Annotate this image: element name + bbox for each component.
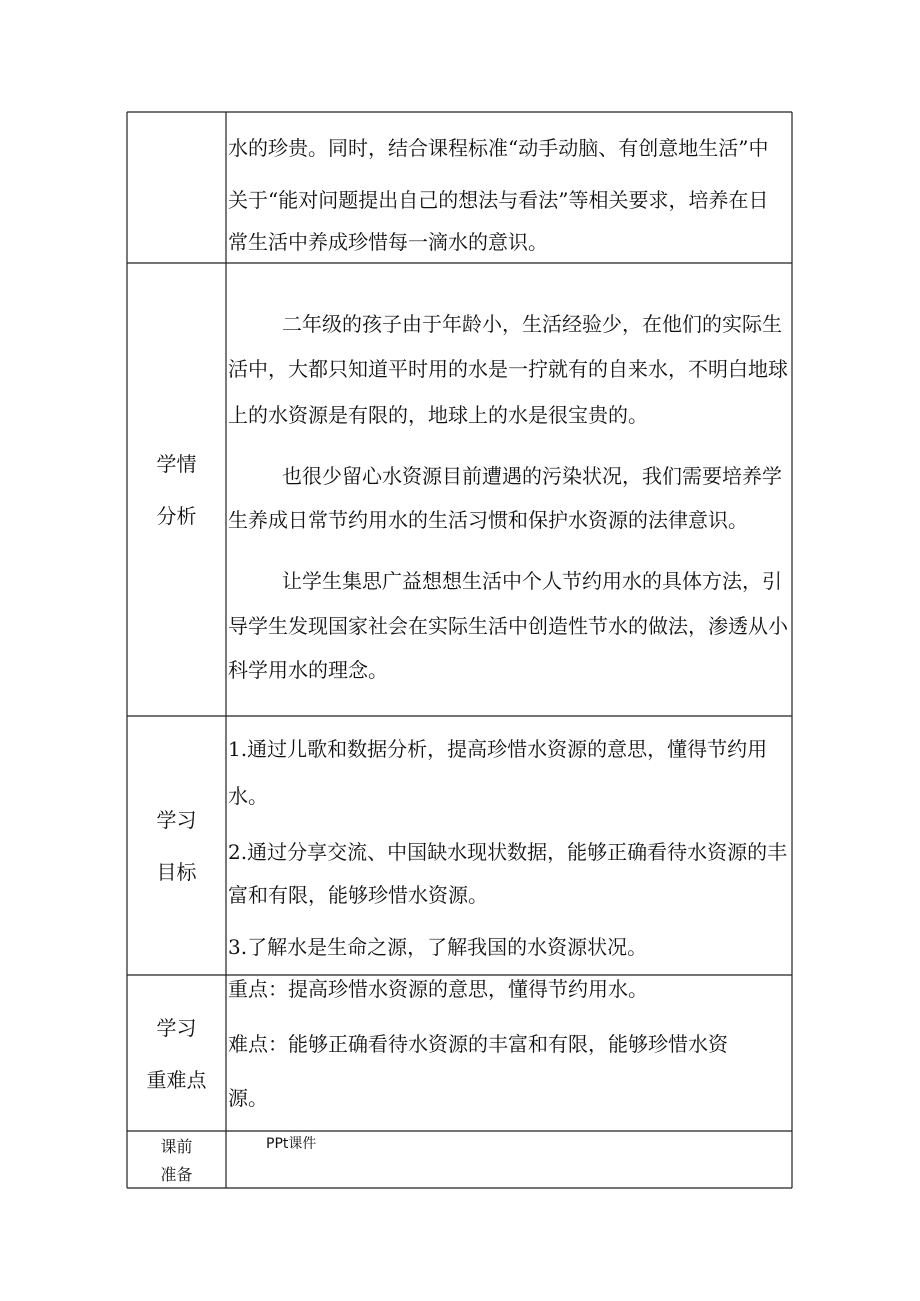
text-line: 活中，大都只知道平时用的水是一拧就有的自来水，不明白地球 (228, 357, 788, 381)
text-line: 常生活中养成珍惜每一滴水的意识。 (228, 230, 548, 254)
text-line: 二年级的孩子由于年龄小，生活经验少，在他们的实际生 (282, 312, 782, 336)
text-line: 水的珍贵。同时，结合课程标准“动手动脑、有创意地生活”中 (228, 136, 769, 160)
row-label-line: 学习 (156, 808, 197, 832)
text-line: 重点：提高珍惜水资源的意思，懂得节约用水。 (228, 977, 648, 1001)
text-line: 源。 (228, 1086, 268, 1110)
text-line: 导学生发现国家社会在实际生活中创造性节水的做法，渗透从小 (228, 614, 788, 638)
row-label-line: 学情 (156, 452, 197, 476)
row-label-line: 重难点 (146, 1068, 207, 1092)
text-line: 让学生集思广益想想生活中个人节约用水的具体方法，引 (282, 569, 782, 593)
text-line: 1.通过儿歌和数据分析，提高珍惜水资源的意思，懂得节约用 (228, 737, 768, 761)
text-line: 难点：能够正确看待水资源的丰富和有限，能够珍惜水资 (228, 1032, 728, 1056)
text-line: 2.通过分享交流、中国缺水现状数据，能够正确看待水资源的丰 (228, 840, 788, 864)
text-line: 也很少留心水资源目前遭遇的污染状况，我们需要培养学 (282, 464, 782, 488)
row-label-line: 课前 (160, 1137, 193, 1156)
row-label-line: 学习 (156, 1016, 197, 1040)
text-line: 科学用水的理念。 (228, 658, 388, 682)
text-line: 上的水资源是有限的，地球上的水是很宝贵的。 (228, 403, 648, 427)
text-line: 关于“能对问题提出自己的想法与看法”等相关要求，培养在日 (228, 188, 769, 212)
text-line: 3.了解水是生命之源，了解我国的水资源状况。 (228, 935, 648, 959)
text-line: 富和有限，能够珍惜水资源。 (228, 883, 488, 907)
row-label-line: 目标 (156, 860, 197, 884)
row-label-line: 分析 (156, 504, 197, 528)
text-line: 生养成日常节约用水的生活习惯和保护水资源的法律意识。 (228, 508, 748, 532)
row-label-line: 准备 (160, 1165, 193, 1184)
text-line: 水。 (228, 784, 268, 808)
preparation-item: PPt课件 (266, 1136, 317, 1152)
